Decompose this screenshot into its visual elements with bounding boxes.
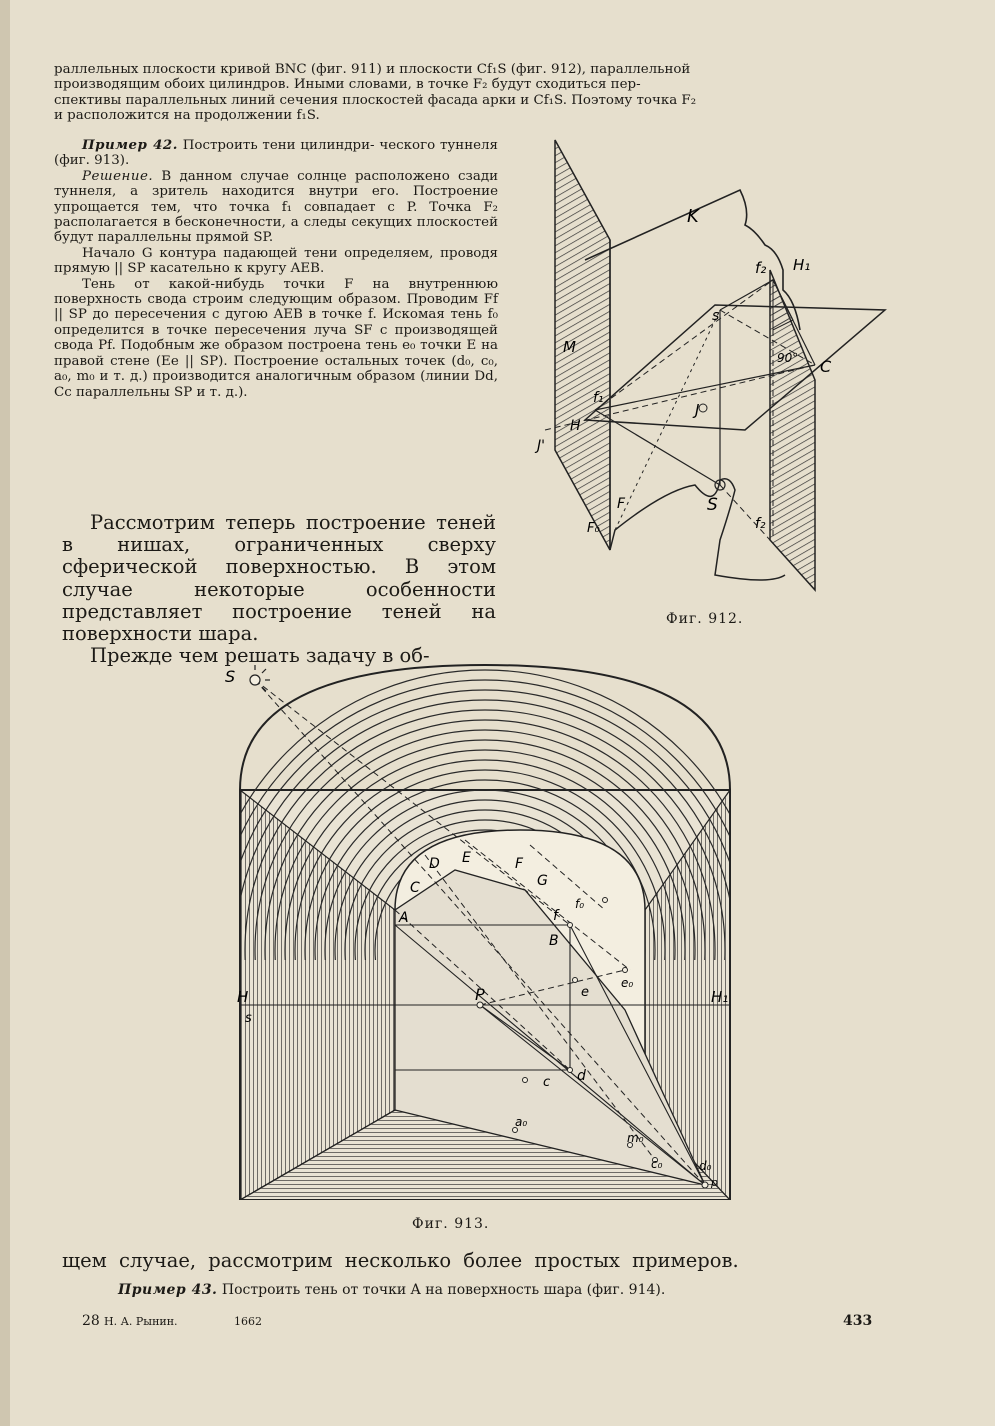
fig913-label-h1: H₁ (711, 988, 729, 1006)
fig912-label-f: F (617, 496, 626, 512)
example-42-para3: Тень от какой-нибудь точки F на внутреннюю поверхность свода строим следующим образом. Проводим Ff || SP до пересечения с дугою AEB в точке f. Искомая тень f₀ определится в точке пересечения луча SF с производящей свода Pf. Подобным же образом построена тень e₀ точки E на правой стене (Ee || SP). Построение остальных точек (d₀, c₀, a₀, m₀ и т. д.) производится аналогичным образом (линии Dd, Cc параллельны SP и т. д.). (54, 276, 498, 400)
fig913-label-f-lower: f (553, 908, 558, 924)
example-42-text: Построить тени цилиндри- ческого туннеля (фиг. 913). (54, 138, 498, 169)
footer-signature-number: 28 (82, 1313, 100, 1329)
fig912-label-c: C (820, 357, 832, 376)
fig913-label-p: P (475, 985, 485, 1004)
fig913-label-b: B (549, 933, 559, 949)
example-43-title: Пример 43. (118, 1282, 218, 1298)
fig912-label-f2-bottom: f₂ (755, 516, 766, 532)
fig912-label-j-prime: J' (537, 438, 545, 454)
fig913-caption: Фиг. 913. (412, 1216, 490, 1232)
fig913-label-p-small: p (711, 1176, 718, 1189)
fig912-label-f0: F₀ (587, 521, 600, 536)
example-43 (118, 1283, 665, 1298)
fig913-label-c-upper: C (410, 880, 420, 896)
main-text: Рассмотрим теперь построение теней в нишах, ограниченных сверху сферической поверхностью. В этом случае некоторые особенности представляет построение теней на поверхности шара. (62, 511, 496, 646)
fig912-label-h: H (570, 418, 581, 434)
figure-913 (225, 660, 750, 1200)
fig913-label-d-lower: d (577, 1068, 586, 1084)
fig913-label-s-small: s (245, 1011, 252, 1026)
fig913-label-m0: m₀ (627, 1131, 644, 1145)
page-edge (0, 0, 10, 1426)
example-42-intro (54, 138, 498, 169)
fig912-label-j: J (695, 401, 700, 419)
example-42-para2: Начало G контура падающей тени определяем, проводя прямую || SP касательно к кругу AEB. (54, 245, 498, 277)
fig913-label-c0: c₀ (651, 1157, 663, 1171)
fig912-label-f1: f₁ (593, 390, 604, 406)
page-number: 433 (843, 1313, 873, 1329)
fig913-label-d0: d₀ (699, 1159, 712, 1173)
fig913-label-h: H (237, 988, 249, 1006)
solution-text: В данном случае солнце расположено сзади туннеля, а зритель находится внутри его. Построение упрощается тем, что точка f₁ совпадает с P. Точка F₂ располагается в бесконечности, а следы секущих плоскостей будут параллельны прямой SP. (54, 168, 498, 246)
fig912-caption: Фиг. 912. (666, 611, 744, 627)
fig913-label-e-lower: e (581, 985, 589, 1000)
fig913-label-s-sun: S (225, 667, 236, 686)
example-43-text: Построить тень от точки A на поверхность шара (фиг. 914). (221, 1282, 666, 1298)
footer-author: Н. А. Рынин. (104, 1315, 178, 1328)
main-text-block (62, 512, 496, 667)
figure-912 (515, 130, 900, 620)
fig913-label-f-upper: F (515, 856, 524, 872)
fig913-label-c-lower: c (543, 1075, 551, 1090)
top-line-1: раллельных плоскости кривой BNC (фиг. 911) и плоскости Cf₁S (фиг. 912), параллельной (54, 62, 691, 77)
fig913-label-d: D (429, 856, 440, 872)
fig912-label-s-small: s (712, 308, 720, 324)
fig913-label-a0: a₀ (515, 1115, 528, 1129)
top-paragraph (54, 62, 886, 124)
main-text-cont: Прежде чем решать задачу в об- (90, 644, 430, 668)
fig912-label-h1: H₁ (793, 256, 811, 274)
fig913-label-f0: f₀ (575, 897, 585, 911)
top-line-2: производящим обоих цилиндров. Иными словами, в точке F₂ будут сходиться пер- (54, 77, 641, 93)
fig912-label-m: M (563, 338, 576, 356)
example-42-title: Пример 42. (82, 137, 178, 153)
bottom-line: щем случае, рассмотрим несколько более простых примеров. (62, 1249, 739, 1272)
fig912-label-f2-top: f₂ (755, 259, 767, 277)
fig912-horizontal-plane (585, 305, 885, 430)
footer-print-number: 1662 (234, 1315, 262, 1328)
fig912-label-90: 90° (777, 351, 799, 365)
fig913-sun (250, 665, 270, 691)
fig912-label-s: S (707, 495, 718, 515)
example-42-block (54, 138, 498, 400)
top-line-3: спективы параллельных линий сечения плоскостей фасада арки и Cf₁S. Поэтому точка F₂ (54, 92, 697, 108)
fig913-label-a: A (399, 910, 409, 926)
top-line-4: и расположится на продолжении f₁S. (54, 108, 320, 124)
fig913-label-e0: e₀ (621, 976, 634, 990)
fig913-label-e: E (462, 850, 471, 866)
fig912-label-k: K (687, 206, 699, 227)
example-42-solution (54, 169, 498, 246)
solution-title: Решение. (82, 168, 154, 184)
fig913-label-g: G (537, 873, 548, 889)
